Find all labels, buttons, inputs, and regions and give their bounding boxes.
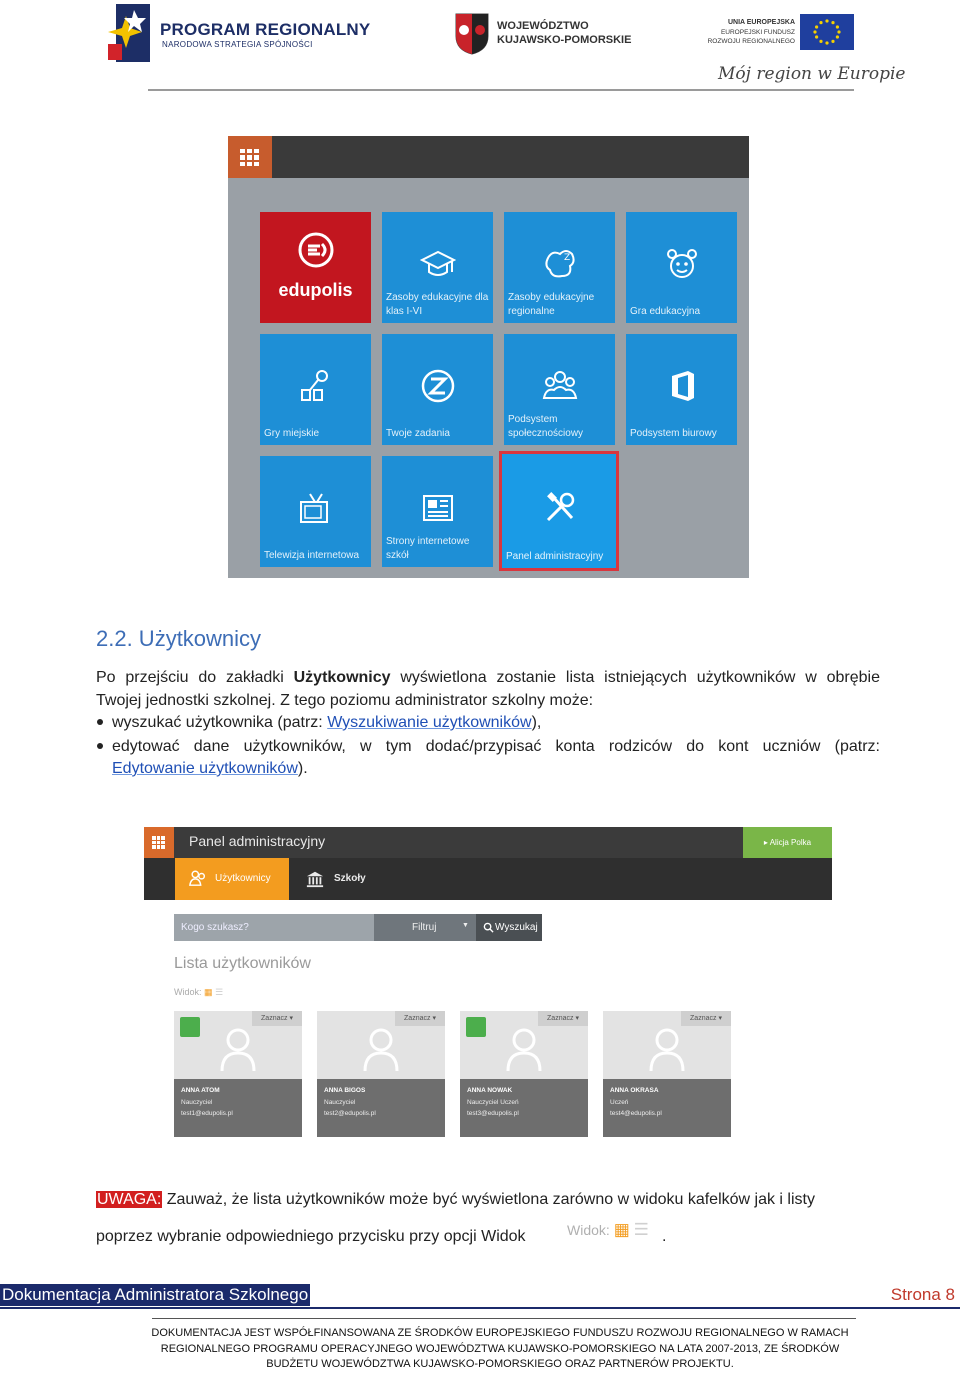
footer-doc-title: Dokumentacja Administratora Szkolnego — [2, 1285, 309, 1304]
warning-label: UWAGA: — [97, 1191, 162, 1208]
search-button[interactable] — [476, 914, 542, 941]
chevron-down-icon: ▼ — [462, 922, 469, 929]
tasks-z-icon — [420, 368, 456, 404]
select-dropdown[interactable]: Zaznacz ▾ — [395, 1011, 445, 1026]
footer-divider-thin — [152, 1318, 856, 1319]
edupolis-logo-icon — [298, 232, 334, 268]
portal-top-bar — [228, 136, 749, 178]
list-title: Lista użytkowników — [174, 955, 311, 972]
game-mascot-icon — [664, 246, 700, 282]
tile-label: Gra edukacyjna — [630, 306, 701, 317]
apps-menu-button[interactable] — [228, 136, 272, 178]
tiles-view-icon: ▦ — [613, 1220, 630, 1239]
tile-label: Telewizja internetowa — [264, 550, 360, 561]
program-regionalny-subtitle: NARODOWA STRATEGIA SPÓJNOŚCI — [162, 40, 313, 49]
list-view-icon: ☰ — [633, 1220, 649, 1239]
community-icon — [542, 368, 578, 404]
office-icon — [664, 368, 700, 404]
graduation-cap-icon — [420, 246, 456, 282]
tile-twoje-zadania[interactable] — [382, 334, 493, 445]
newspaper-icon — [420, 490, 456, 526]
wojewodztwo-label: WOJEWÓDZTWO — [497, 20, 589, 32]
tab-users-label: Użytkownicy — [215, 873, 271, 884]
city-games-icon — [298, 368, 334, 404]
tile-zasoby-klas[interactable] — [382, 212, 493, 323]
select-dropdown[interactable]: Zaznacz ▾ — [538, 1011, 588, 1026]
note-end: . — [662, 1228, 667, 1245]
footer-disclaimer: DOKUMENTACJA JEST WSPÓŁFINANSOWANA ZE ŚRODKÓW EUROPEJSKIEGO FUNDUSZU ROZWOJU REGIONALNEGO W RAMACH REGIONALNEGO PROGRAMU OPERACYJNEGO WOJEWÓDZTWA KUJAWSKO-POMORSKIEGO NA LATA 2007-2013, ZE ŚRODKÓW BUDŻETU WOJEWÓDZTWA KUJAWSKO-POMORSKIEGO ORAZ PARTNERÓW PROJEKTU. — [151, 1327, 849, 1370]
avatar-placeholder-icon — [363, 1027, 399, 1071]
tab-schools-label: Szkoły — [334, 873, 366, 884]
tile-label: Zasoby edukacyjne dla klas I-VI — [386, 292, 489, 317]
filter-select[interactable] — [374, 914, 476, 941]
wojewodztwo-name: KUJAWSKO-POMORSKIE — [497, 34, 632, 46]
list-view-icon[interactable]: ☰ — [215, 987, 224, 997]
intro-line-1: Po przejściu do zakładki Użytkownicy wyświetlona zostanie lista istniejących użytkowników w obrębie — [96, 669, 880, 686]
tile-label: Twoje zadania — [386, 428, 450, 439]
view-option-image: Widok: ▦ ☰ — [567, 1220, 649, 1239]
avatar-placeholder-icon — [649, 1027, 685, 1071]
link-wyszukiwanie-uzytkownikow[interactable]: Wyszukiwanie użytkowników — [327, 714, 532, 731]
user-name: Alicja Polka — [769, 838, 812, 847]
user-role: Nauczyciel — [181, 1099, 213, 1106]
user-card[interactable] — [603, 1011, 731, 1137]
users-tab-reference: Użytkownicy — [293, 669, 391, 686]
school-building-icon — [306, 870, 324, 888]
user-card[interactable] — [174, 1011, 302, 1137]
tile-gry-miejskie[interactable] — [260, 334, 371, 445]
tile-zasoby-regionalne[interactable] — [504, 212, 615, 323]
admin-panel-screenshot — [144, 827, 832, 1147]
admin-tools-icon — [542, 490, 578, 526]
user-role: Nauczyciel Uczeń — [467, 1099, 519, 1106]
apps-menu-button[interactable] — [144, 827, 174, 858]
select-dropdown[interactable]: Zaznacz ▾ — [681, 1011, 731, 1026]
svg-text:Z: Z — [564, 253, 571, 263]
search-input[interactable] — [174, 914, 374, 941]
tile-telewizja-internetowa[interactable] — [260, 456, 371, 567]
users-icon — [189, 869, 207, 887]
tile-label: Podsystem biurowy — [630, 428, 717, 439]
user-name: ANNA BIGOS — [324, 1087, 366, 1094]
user-name: ANNA NOWAK — [467, 1087, 513, 1094]
user-menu[interactable] — [743, 827, 832, 858]
user-role: Nauczyciel — [324, 1099, 356, 1106]
tile-gra-edukacyjna[interactable] — [626, 212, 737, 323]
tiles-view-icon[interactable]: ▦ — [204, 987, 213, 997]
user-role: Uczeń — [610, 1099, 629, 1106]
program-regionalny-logo-icon — [108, 4, 150, 62]
tile-edupolis[interactable] — [260, 212, 371, 323]
intro-line-2: Twojej jednostki szkolnej. Z tego poziomu administrator szkolny może: — [96, 692, 594, 709]
grid-icon — [240, 149, 259, 166]
search-button-label: Wyszukaj — [495, 922, 538, 933]
user-card[interactable] — [460, 1011, 588, 1137]
tile-label: Zasoby edukacyjne regionalne — [508, 292, 595, 317]
user-email: test1@edupolis.pl — [181, 1110, 233, 1117]
television-icon — [298, 490, 334, 526]
ue-fund-label-2: ROZWOJU REGIONALNEGO — [707, 38, 795, 45]
tile-label: Podsystem społecznościowy — [508, 414, 584, 439]
footer-divider — [0, 1307, 960, 1309]
avatar-placeholder-icon — [220, 1027, 256, 1071]
user-card[interactable] — [317, 1011, 445, 1137]
user-email: test3@edupolis.pl — [467, 1110, 519, 1117]
user-name: ANNA OKRASA — [610, 1087, 659, 1094]
eu-flag-icon — [800, 14, 854, 50]
tab-users[interactable] — [175, 858, 289, 900]
tile-panel-administracyjny[interactable] — [502, 454, 616, 568]
bullet-dot — [97, 719, 103, 725]
panel-title: Panel administracyjny — [189, 833, 326, 849]
slogan-logo: Mój region w Europie — [718, 64, 906, 84]
edit-user-icon[interactable] — [180, 1017, 200, 1037]
user-email: test4@edupolis.pl — [610, 1110, 662, 1117]
search-icon — [483, 922, 494, 933]
note-line-1: UWAGA: Zauważ, że lista użytkowników może być wyświetlona zarówno w widoku kafelków jak i listy — [97, 1191, 815, 1208]
ue-label: UNIA EUROPEJSKA — [727, 19, 795, 26]
filter-label: Filtruj — [412, 922, 437, 933]
edit-user-icon[interactable] — [466, 1017, 486, 1037]
user-email: test2@edupolis.pl — [324, 1110, 376, 1117]
edupolis-brand: edupolis — [278, 280, 353, 300]
kujawsko-pomorskie-coat-of-arms-icon — [454, 12, 490, 56]
section-heading: 2.2. Użytkownicy — [96, 626, 262, 651]
program-regionalny-title: PROGRAM REGIONALNY — [160, 20, 371, 39]
tile-label: Gry miejskie — [264, 428, 320, 439]
ue-fund-label: EUROPEJSKI FUNDUSZ — [720, 29, 795, 36]
select-dropdown[interactable]: Zaznacz ▾ — [252, 1011, 302, 1026]
tile-label: Strony internetowe szkół — [386, 536, 470, 561]
bullet-dot — [97, 743, 103, 749]
region-map-icon — [542, 246, 578, 282]
bullet-edit-users: edytować dane użytkowników, w tym dodać/przypisać konta rodziców do kont uczniów (patrz: — [112, 738, 880, 755]
note-line-2: poprzez wybranie odpowiedniego przycisku przy opcji Widok — [96, 1228, 526, 1245]
bullet-search-user: wyszukać użytkownika (patrz: Wyszukiwanie użytkowników), — [112, 714, 542, 731]
grid-icon — [152, 836, 165, 849]
search-placeholder: Kogo szukasz? — [181, 922, 249, 933]
caret-icon: ▸ — [763, 838, 770, 847]
footer-page-number: Strona 8 — [890, 1285, 955, 1304]
tile-podsystem-biurowy[interactable] — [626, 334, 737, 445]
view-switch: Widok: ▦ ☰ — [174, 987, 224, 997]
tile-label: Panel administracyjny — [506, 551, 604, 562]
link-edytowanie-uzytkownikow[interactable]: Edytowanie użytkowników — [112, 760, 298, 777]
portal-tiles-screenshot — [228, 136, 749, 578]
avatar-placeholder-icon — [506, 1027, 542, 1071]
tile-strony-szkol[interactable] — [382, 456, 493, 567]
user-name: ANNA ATOM — [181, 1087, 220, 1094]
bullet-edit-users-cont: Edytowanie użytkowników). — [112, 760, 308, 777]
tile-podsystem-spolecznosciowy[interactable] — [504, 334, 615, 445]
header-divider — [148, 89, 854, 91]
